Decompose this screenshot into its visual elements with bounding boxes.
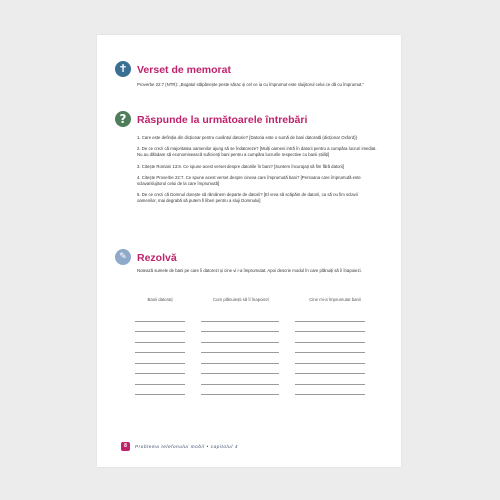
answer-line[interactable] xyxy=(201,332,279,343)
question-item: 4. Citește Proverbe 22:7. Ce spune acest verset despre cineva care împrumută bani? [Persoana care împrumută este sclava/slujitorul celui de la care împrumută] xyxy=(137,174,361,187)
answer-lines-banii[interactable] xyxy=(135,311,185,395)
question-icon: ? xyxy=(115,111,131,127)
answer-lines-cine[interactable] xyxy=(295,311,365,395)
answer-line[interactable] xyxy=(295,374,365,385)
pencil-icon: ✎ xyxy=(115,249,131,265)
question-item: 1. Care este definiția din dicționar pentru cuvântul datorie? [Datoria este o sumă de bani datorată (dicționar Oxford)] xyxy=(137,135,357,140)
answer-line[interactable] xyxy=(201,343,279,354)
answer-line[interactable] xyxy=(295,364,365,375)
page-number-badge: 8 xyxy=(121,442,130,451)
answer-line[interactable] xyxy=(201,364,279,375)
answer-line[interactable] xyxy=(295,332,365,343)
verset-heading: Verset de memorat xyxy=(137,64,231,76)
answer-line[interactable] xyxy=(135,322,185,333)
answer-line[interactable] xyxy=(295,353,365,364)
answer-line[interactable] xyxy=(135,353,185,364)
question-item: 3. Citește Romani 13:8. Ce spune acest verset despre datoriile în bani? [Suntem încurajați să fim fără datorii] xyxy=(137,163,345,169)
answer-lines-plan[interactable] xyxy=(201,311,279,395)
question-item: 5. De ce crezi că Domnul dorește să rămânem departe de datorii? [El vrea să scăpăm de datorii, ca să nu fim sclavii oamenilor, mai degrabă să putem fi liberi pentru a sluji Domnului] xyxy=(137,192,358,204)
answer-line[interactable] xyxy=(201,385,279,396)
worksheet-page xyxy=(97,35,401,467)
answer-line[interactable] xyxy=(295,311,365,322)
answer-line[interactable] xyxy=(135,332,185,343)
answer-line[interactable] xyxy=(135,385,185,396)
question-list xyxy=(137,135,377,210)
question-item: 2. De ce crezi că majoritatea oamenilor ajung să se îndatoreze? [Mulți oameni intră în datorii pentru a cumpăra lucruri imediat. Nu au dăbdare să economisească suficienți bani pentru a cumpăra lucrurile respective cu banii știiliți] xyxy=(137,146,377,158)
bookmark-icon: ✝ xyxy=(115,61,131,77)
answer-line[interactable] xyxy=(201,353,279,364)
rezolva-heading: Rezolvă xyxy=(137,252,177,264)
answer-line[interactable] xyxy=(295,343,365,354)
answer-line[interactable] xyxy=(135,311,185,322)
answer-line[interactable] xyxy=(201,322,279,333)
raspunde-heading: Răspunde la următoarele întrebări xyxy=(137,114,308,126)
column-header-banii: Banii datorați xyxy=(147,297,173,302)
answer-line[interactable] xyxy=(135,374,185,385)
answer-line[interactable] xyxy=(295,322,365,333)
rezolva-text: Notează sumele de bani pe care îi datorezi și cine vi i-a împrumutat. Apoi descrie modul în care plănuiți să îi înapoiezi. xyxy=(137,268,362,273)
answer-line[interactable] xyxy=(201,311,279,322)
answer-line[interactable] xyxy=(295,385,365,396)
column-header-plan: Cum plănuiești să îi înapoiezi xyxy=(213,297,269,302)
footer-chapter-text: Problema telefonului mobil • capitolul 4 xyxy=(135,444,238,449)
answer-line[interactable] xyxy=(201,374,279,385)
answer-line[interactable] xyxy=(135,364,185,375)
verse-text: Proverbe 22:7 (NTR): „Bogatul stăpânește peste sărac și cel ce ia cu împrumut este sluijitorul celui ce dă cu împrumut.” xyxy=(137,82,364,87)
column-header-cine: Cine mi-a împrumutat banii xyxy=(309,297,361,302)
answer-line[interactable] xyxy=(135,343,185,354)
